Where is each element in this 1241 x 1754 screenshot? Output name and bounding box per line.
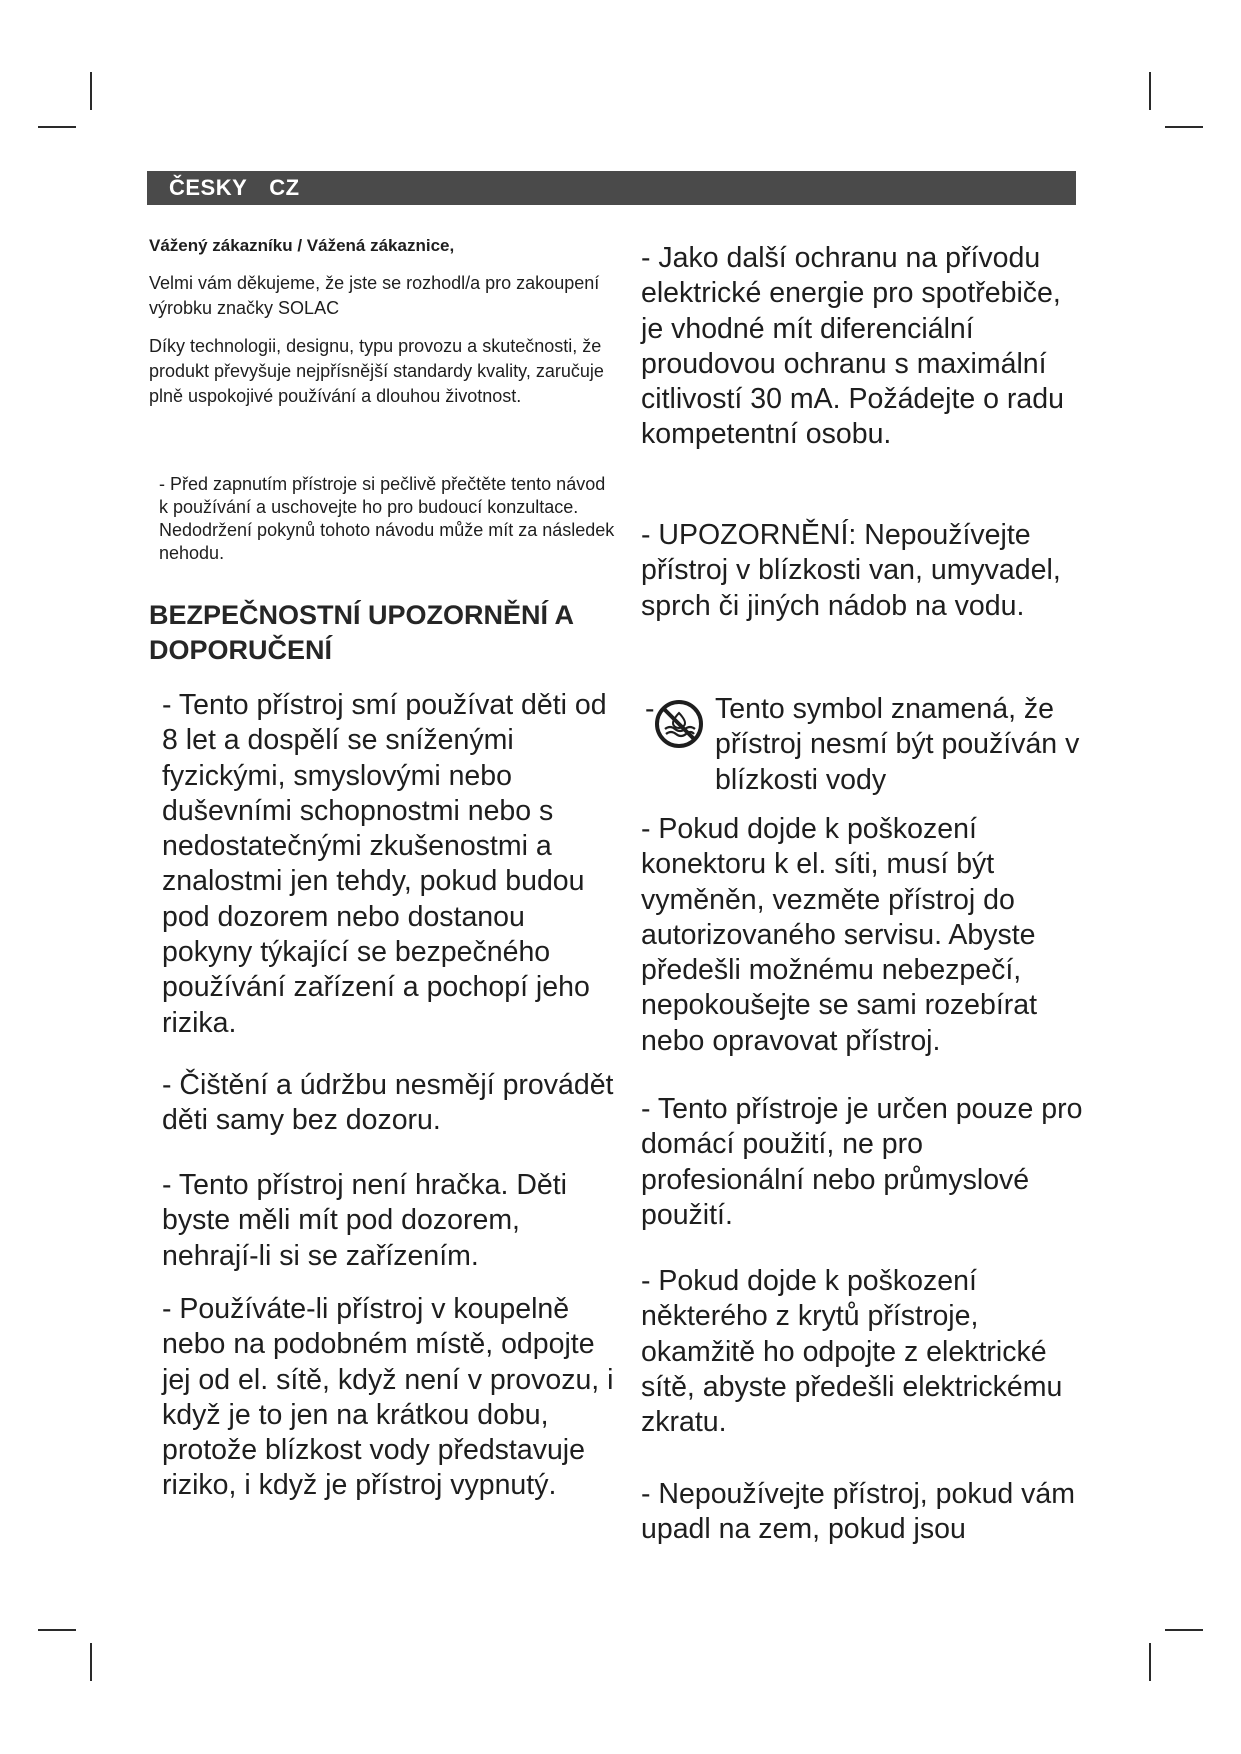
- safety-item: - Pokud dojde k poškození konektoru k el. síti, musí být vyměněn, vezměte přístroj do autorizovaného servisu. Abyste předešli možnému nebezpečí, nepokoušejte se sami rozebírat nebo opravovat přístroj.: [641, 813, 1038, 1057]
- greeting: Vážený zákazníku / Vážená zákaznice,: [149, 236, 455, 255]
- crop-mark: [1149, 1643, 1151, 1681]
- safety-item: - Pokud dojde k poškození některého z krytů přístroje, okamžitě ho odpojte z elektrické sítě, abyste předešli elektrickému zkratu.: [641, 1265, 1063, 1439]
- intro-paragraph-thanks: [149, 271, 619, 321]
- list-dash: -: [645, 693, 655, 725]
- crop-mark: [38, 126, 76, 128]
- read-instructions-notice: - Před zapnutím přístroje si pečlivě přečtěte tento návod k používání a uschovejte ho pro budoucí konzultace. Nedodržení pokynů tohoto návodu může mít za následek nehodu.: [159, 474, 615, 563]
- crop-mark: [90, 72, 92, 110]
- no-water-icon: [653, 698, 705, 750]
- safety-item: - UPOZORNĚNÍ: Nepoužívejte přístroj v blízkosti van, umyvadel, sprch či jiných nádob na vodu.: [641, 519, 1061, 622]
- language-label: ČESKY: [169, 175, 248, 200]
- crop-mark: [1165, 126, 1203, 128]
- safety-item: - Čištění a údržbu nesmějí provádět děti samy bez dozoru.: [162, 1069, 614, 1137]
- safety-item: - Tento přístroj smí používat děti od 8 let a dospělí se sníženými fyzickými, smyslovými nebo duševními schopnostmi nebo s nedostatečnými zkušenostmi a znalostmi jen tehdy, pokud budou pod dozorem nebo dostanou pokyny týkající se bezpečného používání zařízení a pochopí jeho rizika.: [162, 689, 607, 1039]
- safety-item: - Používáte-li přístroj v koupelně nebo na podobném místě, odpojte jej od el. sítě, když není v provozu, i když je to jen na krátkou dobu, protože blízkost vody představuje riziko, i když je přístroj vypnutý.: [162, 1293, 614, 1502]
- safety-item: - Tento přístroj není hračka. Děti byste měli mít pod dozorem, nehrají-li si se zařízením.: [162, 1169, 567, 1272]
- crop-mark: [1165, 1629, 1203, 1631]
- language-header-bar: [147, 171, 1076, 205]
- safety-item: - Tento přístroje je určen pouze pro domácí použití, ne pro profesionální nebo průmyslové použití.: [641, 1093, 1083, 1231]
- safety-item: - Jako další ochranu na přívodu elektrické energie pro spotřebiče, je vhodné mít diferenciální proudovou ochranu s maximální citlivostí 30 mA. Požádejte o radu kompetentní osobu.: [641, 242, 1064, 451]
- language-code: CZ: [269, 175, 300, 200]
- section-title: BEZPEČNOSTNÍ UPOZORNĚNÍ A DOPORUČENÍ: [149, 600, 574, 665]
- crop-mark: [90, 1643, 92, 1681]
- intro-paragraph-quality: [149, 334, 619, 409]
- intro-paragraph-text: Velmi vám děkujeme, že jste se rozhodl/a pro zakoupení výrobku značky SOLAC: [149, 273, 600, 318]
- crop-mark: [1149, 72, 1151, 110]
- intro-paragraph-text: Díky technologii, designu, typu provozu a skutečnosti, že produkt převyšuje nejpřísnější standardy kvality, zaručuje plně uspokojivé používání a dlouhou životnost.: [149, 336, 604, 406]
- water-symbol-item: [645, 692, 1085, 802]
- crop-mark: [38, 1629, 76, 1631]
- safety-item: - Nepoužívejte přístroj, pokud vám upadl na zem, pokud jsou: [641, 1478, 1076, 1546]
- water-symbol-text: Tento symbol znamená, že přístroj nesmí být používán v blízkosti vody: [715, 693, 1080, 796]
